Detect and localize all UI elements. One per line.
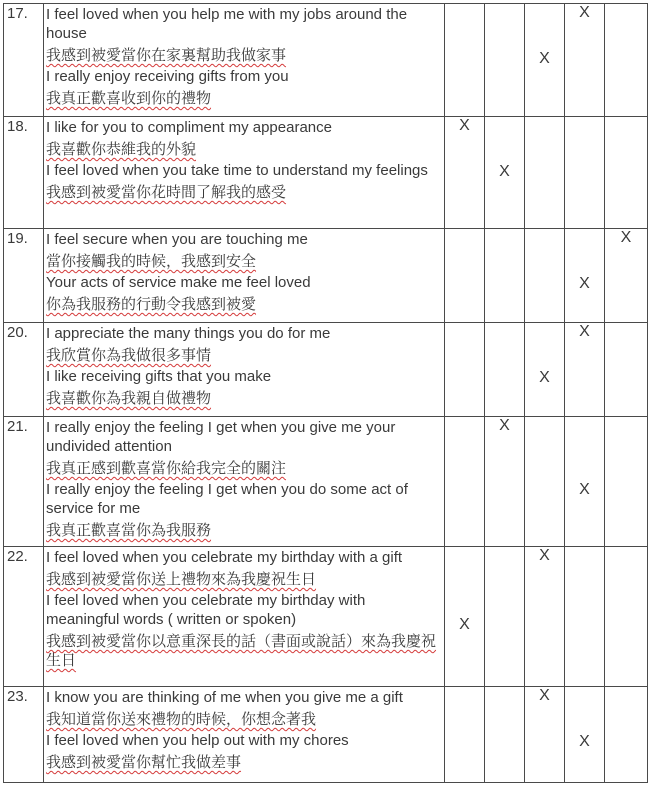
answer-cell[interactable] (565, 229, 605, 323)
table-row (4, 323, 648, 417)
answer-cell[interactable] (485, 229, 525, 323)
statement-a-english: I feel secure when you are touching me (46, 231, 308, 248)
answer-cell[interactable] (485, 323, 525, 417)
love-language-table (3, 3, 648, 783)
answer-cell[interactable] (565, 323, 605, 417)
question-number: 20. (4, 323, 44, 417)
answer-cell[interactable] (485, 547, 525, 687)
statement-b-chinese: 我真正歡喜當你為我服務 (46, 522, 212, 539)
x-mark: X (539, 369, 550, 386)
answer-cell[interactable] (605, 547, 648, 687)
answer-cell[interactable] (485, 117, 525, 229)
table-row (4, 117, 648, 229)
statement-cell (44, 417, 445, 547)
answer-cell[interactable] (605, 117, 648, 229)
answer-cell[interactable] (605, 687, 648, 783)
question-number: 22. (4, 547, 44, 687)
statement-a-english: I know you are thinking of me when you give me a gift (46, 689, 403, 706)
answer-cell[interactable] (485, 4, 525, 117)
statement-a-chinese: 我欣賞你為我做很多事情 (46, 347, 212, 364)
table-row (4, 547, 648, 687)
table-row (4, 4, 648, 117)
statement-b-english: I really enjoy receiving gifts from you (46, 68, 289, 85)
statement-b-chinese: 我喜歡你為我親自做禮物 (46, 390, 212, 407)
statement-b-english: Your acts of service make me feel loved (46, 274, 311, 291)
x-mark: X (579, 275, 590, 292)
x-mark: X (539, 547, 550, 564)
statement-a-english: I feel loved when you help me with my jobs around the house (46, 6, 408, 42)
table-row (4, 687, 648, 783)
x-mark: X (459, 616, 470, 633)
x-mark: X (459, 117, 470, 134)
answer-cell[interactable] (565, 417, 605, 547)
statement-a-chinese: 我感到被愛當你送上禮物來為我慶祝生日 (46, 571, 317, 588)
answer-cell[interactable] (445, 687, 485, 783)
x-mark: X (539, 50, 550, 67)
answer-cell[interactable] (445, 547, 485, 687)
statement-a-chinese: 我真正感到歡喜當你給我完全的關注 (46, 460, 287, 477)
answer-cell[interactable] (565, 687, 605, 783)
statement-cell (44, 547, 445, 687)
statement-a-chinese: 我喜歡你恭維我的外貌 (46, 141, 197, 158)
statement-a-english: I feel loved when you celebrate my birthday with a gift (46, 549, 403, 566)
statement-b-chinese: 我真正歡喜收到你的禮物 (46, 90, 212, 107)
x-mark: X (499, 417, 510, 434)
x-mark: X (539, 687, 550, 704)
question-number: 23. (4, 687, 44, 783)
answer-cell[interactable] (445, 117, 485, 229)
answer-cell[interactable] (485, 417, 525, 547)
answer-cell[interactable] (525, 4, 565, 117)
table-row (4, 229, 648, 323)
x-mark: X (499, 163, 510, 180)
answer-cell[interactable] (605, 4, 648, 117)
question-number: 17. (4, 4, 44, 117)
x-mark: X (620, 229, 632, 246)
statement-a-chinese: 我知道當你送來禮物的時候，你想念著我 (46, 711, 317, 728)
statement-b-english: I feel loved when you celebrate my birthday with meaningful words ( written or spoken) (46, 592, 366, 628)
statement-cell (44, 117, 445, 229)
x-mark: X (579, 323, 590, 340)
statement-a-english: I really enjoy the feeling I get when you give me your undivided attention (46, 419, 396, 455)
x-mark: X (579, 4, 590, 21)
table-body (4, 4, 648, 783)
answer-cell[interactable] (445, 323, 485, 417)
answer-cell[interactable] (445, 4, 485, 117)
answer-cell[interactable] (605, 417, 648, 547)
question-number: 18. (4, 117, 44, 229)
question-number: 19. (4, 229, 44, 323)
statement-b-english: I feel loved when you take time to understand my feelings (46, 162, 428, 179)
statement-cell (44, 323, 445, 417)
statement-b-chinese: 我感到被愛當你幫忙我做差事 (46, 754, 242, 771)
statement-a-chinese: 當你接觸我的時候，我感到安全 (46, 253, 257, 270)
answer-cell[interactable] (525, 417, 565, 547)
answer-cell[interactable] (525, 687, 565, 783)
statement-cell (44, 229, 445, 323)
answer-cell[interactable] (525, 229, 565, 323)
answer-cell[interactable] (565, 117, 605, 229)
statement-b-english: I like receiving gifts that you make (46, 368, 272, 385)
answer-cell[interactable] (565, 547, 605, 687)
x-mark: X (579, 481, 590, 498)
x-mark: X (579, 733, 590, 750)
answer-cell[interactable] (605, 323, 648, 417)
statement-b-english: I really enjoy the feeling I get when you do some act of service for me (46, 481, 408, 517)
question-number: 21. (4, 417, 44, 547)
answer-cell[interactable] (525, 117, 565, 229)
statement-b-chinese: 我感到被愛當你以意重深長的話（書面或說話）來為我慶祝生日 (46, 633, 437, 669)
answer-cell[interactable] (605, 229, 648, 323)
answer-cell[interactable] (525, 547, 565, 687)
statement-a-chinese: 我感到被愛當你在家裏幫助我做家事 (46, 47, 287, 64)
table-row (4, 417, 648, 547)
statement-cell (44, 4, 445, 117)
statement-a-english: I like for you to compliment my appearance (46, 119, 332, 136)
statement-b-english: I feel loved when you help out with my chores (46, 732, 349, 749)
answer-cell[interactable] (565, 4, 605, 117)
statement-b-chinese: 你為我服務的行動令我感到被愛 (46, 296, 257, 313)
answer-cell[interactable] (525, 323, 565, 417)
answer-cell[interactable] (485, 687, 525, 783)
statement-a-english: I appreciate the many things you do for me (46, 325, 331, 342)
statement-cell (44, 687, 445, 783)
answer-cell[interactable] (445, 229, 485, 323)
answer-cell[interactable] (445, 417, 485, 547)
statement-b-chinese: 我感到被愛當你花時間了解我的感受 (46, 184, 287, 201)
